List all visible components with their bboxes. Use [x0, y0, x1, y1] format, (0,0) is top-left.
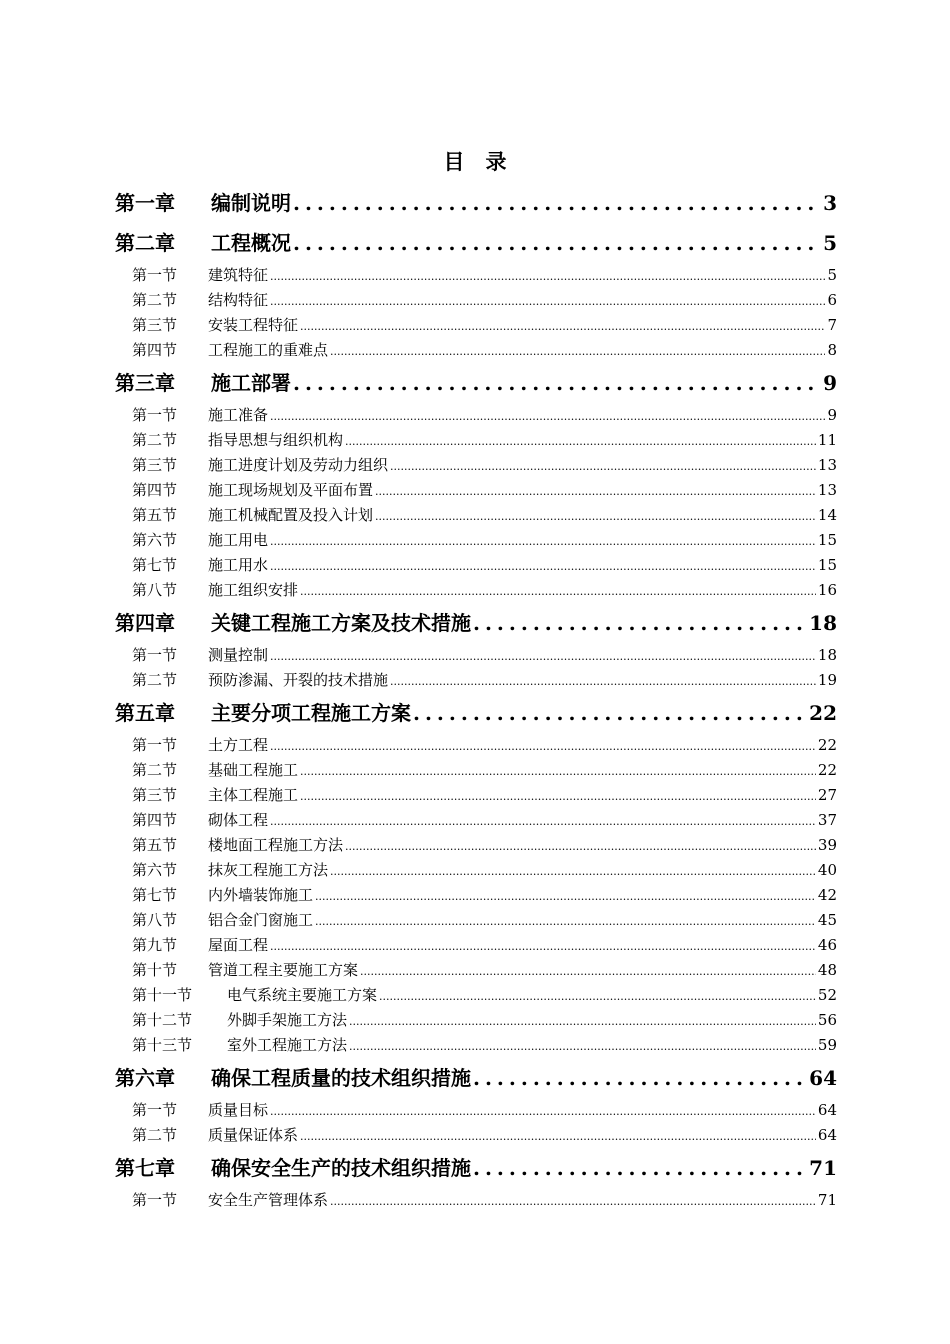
entry-number: 第八节 [132, 581, 178, 599]
dot-leader [293, 363, 821, 403]
dot-leader [375, 479, 816, 504]
toc-section-entry[interactable] [115, 783, 837, 808]
dot-leader [293, 223, 821, 263]
entry-title: 土方工程 [208, 736, 269, 754]
entry-title: 建筑特征 [208, 266, 269, 284]
dot-leader [270, 289, 825, 314]
toc-chapter-entry[interactable] [115, 1148, 837, 1188]
toc-section-entry[interactable] [115, 403, 837, 428]
toc-section-entry[interactable] [115, 883, 837, 908]
entry-title: 结构特征 [208, 291, 269, 309]
toc-section-entry[interactable] [115, 858, 837, 883]
entry-title: 确保工程质量的技术组织措施 [211, 1066, 471, 1090]
entry-page-number: 5 [823, 231, 837, 255]
entry-number: 第四章 [115, 611, 175, 635]
entry-page-number: 71 [809, 1156, 837, 1180]
entry-number: 第七章 [115, 1156, 175, 1180]
toc-chapter-entry[interactable] [115, 1058, 837, 1098]
entry-title: 管道工程主要施工方案 [208, 961, 359, 979]
entry-number: 第三节 [132, 316, 178, 334]
toc-section-entry[interactable] [115, 668, 837, 693]
entry-title: 预防渗漏、开裂的技术措施 [208, 671, 389, 689]
dot-leader [473, 1148, 807, 1188]
entry-page-number: 42 [817, 886, 837, 904]
entry-number: 第十节 [132, 961, 178, 979]
dot-leader [349, 1009, 816, 1034]
entry-page-number: 11 [817, 431, 837, 449]
dot-leader [270, 264, 825, 289]
entry-number: 第九节 [132, 936, 178, 954]
entry-title: 主要分项工程施工方案 [211, 701, 411, 725]
toc-heading: 目 录 [443, 149, 507, 174]
entry-title: 确保安全生产的技术组织措施 [211, 1156, 471, 1180]
toc-section-entry[interactable] [115, 478, 837, 503]
dot-leader [315, 884, 816, 909]
entry-page-number: 59 [817, 1036, 837, 1054]
entry-number: 第十三节 [132, 1036, 193, 1054]
dot-leader [270, 734, 816, 759]
dot-leader [379, 984, 816, 1009]
entry-page-number: 5 [827, 266, 837, 284]
entry-title: 铝合金门窗施工 [208, 911, 314, 929]
dot-leader [330, 859, 816, 884]
dot-leader [300, 1124, 816, 1149]
entry-page-number: 3 [823, 191, 837, 215]
entry-page-number: 9 [827, 406, 837, 424]
toc-section-entry[interactable] [115, 578, 837, 603]
entry-page-number: 7 [827, 316, 837, 334]
entry-title: 屋面工程 [208, 936, 269, 954]
dot-leader [300, 579, 816, 604]
entry-number: 第六节 [132, 531, 178, 549]
dot-leader [330, 1189, 816, 1214]
toc-section-entry[interactable] [115, 643, 837, 668]
toc-section-entry[interactable] [115, 553, 837, 578]
dot-leader [345, 834, 816, 859]
dot-leader [330, 339, 825, 364]
entry-title: 关键工程施工方案及技术措施 [211, 611, 471, 635]
dot-leader [473, 1058, 807, 1098]
entry-page-number: 39 [817, 836, 837, 854]
entry-title: 砌体工程 [208, 811, 269, 829]
dot-leader [270, 554, 816, 579]
entry-number: 第十一节 [132, 986, 193, 1004]
entry-number: 第七节 [132, 556, 178, 574]
entry-title: 指导思想与组织机构 [208, 431, 344, 449]
entry-number: 第二节 [132, 431, 178, 449]
entry-page-number: 14 [817, 506, 837, 524]
entry-number: 第五章 [115, 701, 175, 725]
dot-leader [375, 504, 816, 529]
entry-title: 工程施工的重难点 [208, 341, 329, 359]
entry-title: 内外墙装饰施工 [208, 886, 314, 904]
entry-page-number: 48 [817, 961, 837, 979]
entry-title: 电气系统主要施工方案 [227, 986, 378, 1004]
entry-title: 抹灰工程施工方法 [208, 861, 329, 879]
entry-page-number: 15 [817, 531, 837, 549]
entry-page-number: 6 [827, 291, 837, 309]
toc-section-entry[interactable] [115, 933, 837, 958]
dot-leader [300, 314, 825, 339]
entry-page-number: 71 [817, 1191, 837, 1209]
entry-number: 第八节 [132, 911, 178, 929]
entry-page-number: 27 [817, 786, 837, 804]
dot-leader [360, 959, 816, 984]
entry-page-number: 22 [817, 761, 837, 779]
toc-section-entry[interactable] [115, 1098, 837, 1123]
toc-section-entry[interactable] [115, 733, 837, 758]
entry-title: 施工部署 [211, 371, 291, 395]
toc-chapter-entry[interactable] [115, 603, 837, 643]
entry-page-number: 46 [817, 936, 837, 954]
entry-number: 第六节 [132, 861, 178, 879]
entry-number: 第一章 [115, 191, 175, 215]
entry-number: 第七节 [132, 886, 178, 904]
dot-leader [270, 809, 816, 834]
entry-title: 工程概况 [211, 231, 291, 255]
toc-section-entry[interactable] [115, 263, 837, 288]
entry-title: 室外工程施工方法 [227, 1036, 348, 1054]
entry-page-number: 52 [817, 986, 837, 1004]
entry-number: 第三章 [115, 371, 175, 395]
entry-title: 施工用水 [208, 556, 269, 574]
toc-section-entry[interactable] [115, 758, 837, 783]
dot-leader [315, 909, 816, 934]
dot-leader [270, 404, 825, 429]
dot-leader [270, 1099, 816, 1124]
toc-section-entry[interactable] [115, 288, 837, 313]
toc-section-entry[interactable] [115, 958, 837, 983]
entry-page-number: 18 [817, 646, 837, 664]
dot-leader [390, 669, 816, 694]
entry-page-number: 40 [817, 861, 837, 879]
entry-number: 第三节 [132, 786, 178, 804]
toc-section-entry[interactable] [115, 1188, 837, 1213]
entry-number: 第一节 [132, 736, 178, 754]
entry-title: 施工机械配置及投入计划 [208, 506, 374, 524]
entry-title: 主体工程施工 [208, 786, 299, 804]
entry-number: 第三节 [132, 456, 178, 474]
dot-leader [300, 759, 816, 784]
entry-page-number: 16 [817, 581, 837, 599]
entry-number: 第二章 [115, 231, 175, 255]
entry-title: 施工准备 [208, 406, 269, 424]
dot-leader [270, 529, 816, 554]
entry-number: 第二节 [132, 671, 178, 689]
entry-number: 第一节 [132, 266, 178, 284]
entry-page-number: 56 [817, 1011, 837, 1029]
entry-title: 编制说明 [211, 191, 291, 215]
dot-leader [345, 429, 816, 454]
entry-number: 第一节 [132, 1191, 178, 1209]
entry-title: 质量保证体系 [208, 1126, 299, 1144]
entry-title: 质量目标 [208, 1101, 269, 1119]
toc-section-entry[interactable] [115, 453, 837, 478]
entry-title: 测量控制 [208, 646, 269, 664]
toc-section-entry[interactable] [115, 1123, 837, 1148]
entry-title: 施工现场规划及平面布置 [208, 481, 374, 499]
entry-title: 施工进度计划及劳动力组织 [208, 456, 389, 474]
entry-page-number: 8 [827, 341, 837, 359]
entry-page-number: 64 [817, 1126, 837, 1144]
entry-number: 第十二节 [132, 1011, 193, 1029]
entry-number: 第四节 [132, 341, 178, 359]
entry-title: 楼地面工程施工方法 [208, 836, 344, 854]
dot-leader [349, 1034, 816, 1059]
entry-page-number: 64 [817, 1101, 837, 1119]
entry-page-number: 22 [809, 701, 837, 725]
dot-leader [473, 603, 807, 643]
toc-section-entry[interactable] [115, 503, 837, 528]
dot-leader [300, 784, 816, 809]
toc-chapter-entry[interactable] [115, 693, 837, 733]
entry-number: 第二节 [132, 291, 178, 309]
toc-section-entry[interactable] [115, 808, 837, 833]
toc-section-entry[interactable] [115, 833, 837, 858]
entry-title: 基础工程施工 [208, 761, 299, 779]
dot-leader [293, 183, 821, 223]
toc-section-entry[interactable] [115, 983, 837, 1008]
entry-number: 第五节 [132, 506, 178, 524]
dot-leader [270, 934, 816, 959]
entry-number: 第六章 [115, 1066, 175, 1090]
entry-number: 第一节 [132, 406, 178, 424]
dot-leader [270, 644, 816, 669]
toc-chapter-entry[interactable] [115, 223, 837, 263]
entry-title: 安装工程特征 [208, 316, 299, 334]
toc-chapter-entry[interactable] [115, 363, 837, 403]
entry-number: 第四节 [132, 811, 178, 829]
toc-section-entry[interactable] [115, 313, 837, 338]
toc-section-entry[interactable] [115, 1008, 837, 1033]
entry-number: 第四节 [132, 481, 178, 499]
entry-number: 第二节 [132, 1126, 178, 1144]
entry-number: 第一节 [132, 646, 178, 664]
entry-title: 安全生产管理体系 [208, 1191, 329, 1209]
entry-page-number: 15 [817, 556, 837, 574]
toc-chapter-entry[interactable] [115, 183, 837, 223]
entry-page-number: 13 [817, 481, 837, 499]
toc-section-entry[interactable] [115, 528, 837, 553]
entry-page-number: 13 [817, 456, 837, 474]
table-of-contents [115, 183, 837, 1213]
toc-section-entry[interactable] [115, 428, 837, 453]
entry-page-number: 19 [817, 671, 837, 689]
entry-title: 施工用电 [208, 531, 269, 549]
toc-section-entry[interactable] [115, 908, 837, 933]
entry-number: 第二节 [132, 761, 178, 779]
entry-number: 第五节 [132, 836, 178, 854]
entry-page-number: 18 [809, 611, 837, 635]
entry-page-number: 22 [817, 736, 837, 754]
entry-number: 第一节 [132, 1101, 178, 1119]
dot-leader [390, 454, 816, 479]
toc-section-entry[interactable] [115, 1033, 837, 1058]
entry-page-number: 64 [809, 1066, 837, 1090]
entry-title: 外脚手架施工方法 [227, 1011, 348, 1029]
entry-page-number: 37 [817, 811, 837, 829]
entry-page-number: 9 [823, 371, 837, 395]
toc-section-entry[interactable] [115, 338, 837, 363]
entry-title: 施工组织安排 [208, 581, 299, 599]
entry-page-number: 45 [817, 911, 837, 929]
dot-leader [413, 693, 807, 733]
